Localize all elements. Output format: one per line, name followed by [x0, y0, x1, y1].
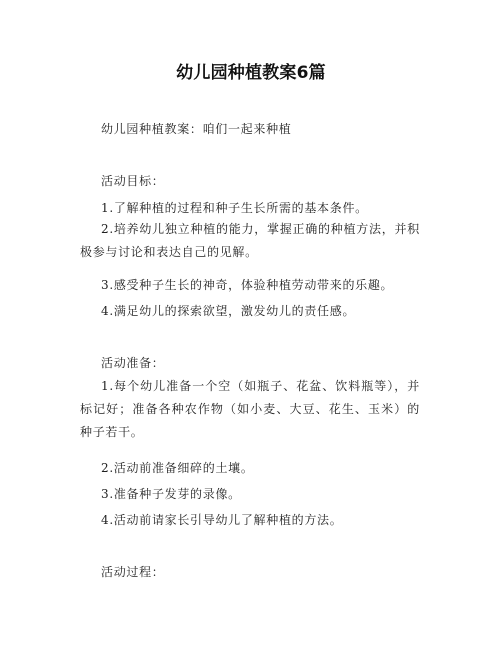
preparation-heading: 活动准备：	[101, 356, 165, 370]
preparation-item: 1.每个幼儿准备一个空（如瓶子、花盆、饮料瓶等），并标记好；准备各种农作物（如小麦、大豆、花生、玉米）的种子若干。	[80, 379, 420, 439]
process-heading: 活动过程：	[101, 565, 165, 579]
objective-item: 4.满足幼儿的探索欲望，激发幼儿的责任感。	[101, 304, 356, 318]
objective-item: 2.培养幼儿独立种植的能力，掌握正确的种植方法，并积极参与讨论和表达自己的见解。	[80, 222, 420, 259]
objective-item: 3.感受种子生长的神奇，体验种植劳动带来的乐趣。	[101, 278, 394, 292]
objective-item: 1.了解种植的过程和种子生长所需的基本条件。	[101, 201, 368, 215]
preparation-item: 4.活动前请家长引导幼儿了解种植的方法。	[101, 513, 343, 527]
preparation-item: 2.活动前准备细碎的土壤。	[101, 461, 254, 475]
objectives-heading: 活动目标：	[101, 174, 165, 188]
document-title: 幼儿园种植教案6篇	[176, 63, 326, 83]
preparation-item: 3.准备种子发芽的录像。	[101, 487, 241, 501]
document-subtitle: 幼儿园种植教案：咱们一起来种植	[101, 122, 292, 136]
